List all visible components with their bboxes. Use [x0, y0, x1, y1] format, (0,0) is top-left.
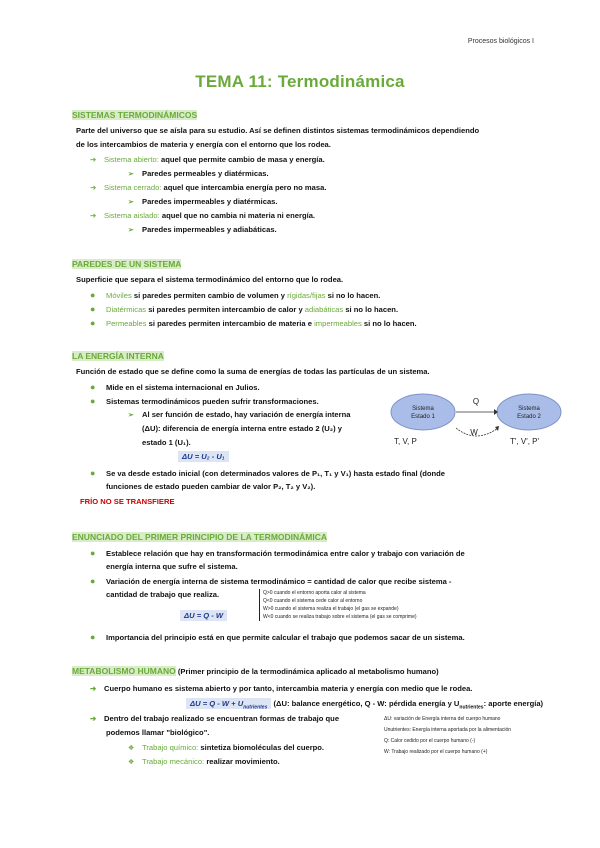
paragraph-line: Función de estado que se define como la suma de energías de todas las partículas de un sistema.	[76, 367, 430, 376]
section-heading-sistemas: SISTEMAS TERMODINÁMICOS	[72, 110, 198, 120]
list-item: ● Sistemas termodinámicos pueden sufrir transformaciones.	[90, 396, 319, 406]
bullet-icon: ●	[90, 632, 96, 642]
list-item: ● Establece relación que hay en transformación termodinámica entre calor y trabajo con variación de	[90, 548, 465, 558]
state1-label: Sistema	[412, 406, 434, 412]
list-subitem: ➢ Paredes permeables y diatérmicas.	[128, 169, 269, 178]
state1-variables: T, V, P	[394, 437, 417, 446]
bullet-icon: ●	[90, 290, 96, 300]
note-line: Unutrientes: Energía interna aportada por la alimentación	[384, 727, 512, 733]
state2-node	[497, 394, 561, 430]
bullet-icon: ●	[90, 576, 96, 586]
state2-label: Sistema	[518, 406, 540, 412]
arrow-icon: ➔	[90, 211, 97, 220]
state1-sublabel: Estado 1	[411, 414, 435, 420]
arrow-icon: ➔	[90, 155, 97, 164]
sign-convention-notes	[259, 589, 417, 621]
bullet-icon: ●	[90, 396, 96, 406]
state1-node	[391, 394, 455, 430]
list-item: ● Importancia del principio está en que permite calcular el trabajo que podemos sacar de un sistema.	[90, 632, 465, 642]
list-item: ● Móviles si paredes permiten cambio de volumen y rígidas/fijas si no lo hacen.	[90, 290, 381, 300]
state2-sublabel: Estado 2	[517, 414, 541, 420]
note-line: Q>0 cuando el entorno aporta calor al sistema	[263, 590, 366, 596]
formula-energia-interna: ΔU = U₂ - U₁	[178, 452, 229, 461]
list-subitem-cont: (ΔU): diferencia de energía interna entre estado 2 (U₂) y	[142, 424, 342, 433]
triangle-bullet-icon: ➢	[128, 199, 134, 206]
list-item: ➔ Cuerpo humano es sistema abierto y por tanto, intercambia materia y energía con medio que le rodea.	[90, 684, 473, 693]
note-line: ΔU: variación de Energía interna del cuerpo humano	[384, 716, 501, 722]
note-line: W>0 cuando el sistema realiza el trabajo (el gas se expande)	[263, 606, 399, 612]
paragraph-line: Superficie que separa el sistema termodinámico del entorno que lo rodea.	[76, 275, 344, 284]
note-line: Q: Calor cedido por el cuerpo humano (-)	[384, 738, 476, 744]
metabolism-notes	[384, 714, 511, 758]
list-subitem: ➢ Paredes impermeables y adiabáticas.	[128, 225, 277, 234]
list-item: ● Diatérmicas si paredes permiten intercambio de calor y adiabáticas si no lo hacen.	[90, 304, 399, 314]
work-label: W	[470, 428, 478, 437]
bullet-icon: ●	[90, 382, 96, 392]
note-line: W: Trabajo realizado por el cuerpo humano (+)	[384, 749, 488, 755]
bullet-icon: ●	[90, 468, 96, 478]
diamond-bullet-icon: ❖	[128, 759, 135, 766]
section-heading-paredes: PAREDES DE UN SISTEMA	[72, 259, 182, 269]
list-subitem: ➢ Al ser función de estado, hay variación de energía interna	[128, 410, 351, 419]
paragraph-line: de los intercambios de materia y energía con el entorno que los rodea.	[76, 140, 331, 149]
list-item: ● Variación de energía interna de sistema termodinámico = cantidad de calor que recibe sistema -	[90, 576, 452, 586]
state2-variables: T', V', P'	[510, 437, 540, 446]
list-item-cont: cantidad de trabajo que realiza.	[106, 590, 220, 599]
list-item: ➔ Dentro del trabajo realizado se encuentran formas de trabajo que	[90, 714, 340, 723]
list-item: ● Se va desde estado inicial (con determinados valores de P₁, T₁ y V₁) hasta estado final (donde	[90, 468, 446, 478]
arrow-icon: ➔	[90, 684, 97, 693]
formula-primer-principio: ΔU = Q - W	[180, 611, 227, 620]
page-title: TEMA 11: Termodinámica	[195, 72, 405, 91]
note-line: Q<0 cuando el sistema cede calor al entorno	[263, 598, 363, 604]
state-transition-diagram	[386, 388, 576, 478]
arrow-icon: ➔	[90, 714, 97, 723]
list-subitem: ❖ Trabajo químico: sintetiza biomoléculas del cuerpo.	[128, 743, 325, 752]
section-heading-metabolismo: METABOLISMO HUMANO (Primer principio de la termodinámica aplicado al metabolismo humano)	[72, 666, 439, 676]
list-subitem: ➢ Paredes impermeables y diatérmicas.	[128, 197, 278, 206]
list-item-cont: podemos llamar "biológico".	[106, 728, 210, 737]
arrow-icon: ➔	[90, 183, 97, 192]
heat-label: Q	[472, 397, 480, 406]
triangle-bullet-icon: ➢	[128, 171, 134, 178]
bullet-icon: ●	[90, 304, 96, 314]
warning-note: FRÍO NO SE TRANSFIERE	[80, 497, 175, 506]
triangle-bullet-icon: ➢	[128, 412, 134, 419]
list-item-abierto: ➔ Sistema abierto: aquel que permite cambio de masa y energía.	[90, 155, 325, 164]
formula-metabolismo: $\Delta U = Q - W + U_{nutrientes}$ (ΔU: balance energético, Q - W: pérdida energía y $U_{nutrientes}$: aporte energía)	[186, 699, 543, 711]
triangle-bullet-icon: ➢	[128, 227, 134, 234]
paragraph-line: Parte del universo que se aísla para su estudio. Así se definen distintos sistemas termodinámicos dependiendo	[76, 126, 480, 135]
list-item-cerrado: ➔ Sistema cerrado: aquel que intercambia energía pero no masa.	[90, 183, 327, 192]
list-item-cont: funciones de estado pueden cambiar de valor P₂, T₂ y V₂).	[106, 482, 316, 491]
page-header: Procesos biológicos I	[467, 38, 534, 45]
bullet-icon: ●	[90, 318, 96, 328]
section-heading-energia: LA ENERGÍA INTERNA	[72, 351, 164, 361]
list-subitem: ❖ Trabajo mecánico: realizar movimiento.	[128, 757, 280, 766]
bullet-icon: ●	[90, 548, 96, 558]
list-subitem-cont: estado 1 (U₁).	[142, 438, 191, 447]
work-arrowhead	[495, 426, 499, 431]
note-line: W<0 cuando se realiza trabajo sobre el sistema (el gas se comprime)	[263, 614, 417, 620]
list-item: ● Mide en el sistema internacional en Julios.	[90, 382, 260, 392]
list-item-cont: energía interna que sufre el sistema.	[106, 562, 238, 571]
section-heading-primer-principio: ENUNCIADO DEL PRIMER PRINCIPIO DE LA TERMODINÁMICA	[72, 532, 328, 542]
list-item: ● Permeables si paredes permiten intercambio de materia e impermeables si no lo hacen.	[90, 318, 417, 328]
list-item-aislado: ➔ Sistema aislado: aquel que no cambia ni materia ni energía.	[90, 211, 316, 220]
diamond-bullet-icon: ❖	[128, 745, 135, 752]
